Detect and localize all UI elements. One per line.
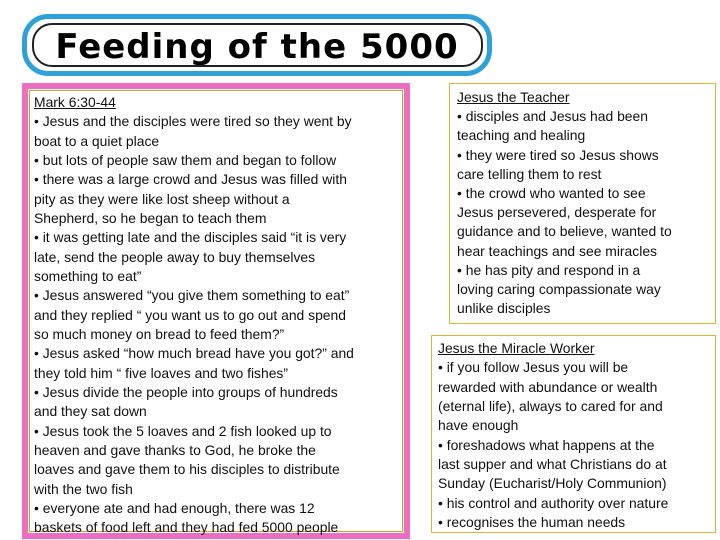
passage-line: heaven and gave thanks to God, he broke the <box>34 441 316 458</box>
passage-line: Shepherd, so he began to teach them <box>34 209 267 226</box>
passage-line: late, send the people away to buy themselves <box>34 248 316 265</box>
teacher-line: • they were tired so Jesus shows <box>457 146 659 163</box>
mark-passage-text <box>34 93 398 538</box>
teacher-line: • disciples and Jesus had been <box>457 108 648 125</box>
passage-line: • Jesus divide the people into groups of hundreds <box>34 383 338 400</box>
mark-passage-heading: Mark 6:30-44 <box>34 94 116 110</box>
teacher-line: Jesus persevered, desperate for <box>457 204 657 221</box>
teacher-line: care telling them to rest <box>457 165 602 182</box>
passage-line: pity as they were like lost sheep without a <box>34 190 290 207</box>
miracle-worker-panel <box>431 335 716 533</box>
passage-line: • Jesus took the 5 loaves and 2 fish looked up to <box>34 422 332 439</box>
passage-line: with the two fish <box>34 480 133 497</box>
passage-line: loaves and gave them to his disciples to distribute <box>34 461 340 478</box>
miracle-line: last supper and what Christians do at <box>438 455 667 472</box>
passage-line: baskets of food left and they had fed 5000 people <box>34 519 339 536</box>
title-banner <box>22 14 492 76</box>
miracle-line: Sunday (Eucharist/Holy Communion) <box>438 475 667 492</box>
passage-line: so much money on bread to feed them?” <box>34 325 285 342</box>
passage-line: • there was a large crowd and Jesus was filled with <box>34 171 347 188</box>
passage-line: boat to a quiet place <box>34 132 160 149</box>
teacher-line: unlike disciples <box>457 300 551 317</box>
teacher-line: teaching and healing <box>457 127 586 144</box>
teacher-line: • he has pity and respond in a <box>457 261 641 278</box>
passage-line: • everyone ate and had enough, there was 12 <box>34 499 315 516</box>
miracle-line: (eternal life), always to cared for and <box>438 397 663 414</box>
passage-line: • Jesus answered “you give them something to eat” <box>34 287 350 304</box>
teacher-line: • the crowd who wanted to see <box>457 185 646 202</box>
passage-line: they told him “ five loaves and two fishes” <box>34 364 289 381</box>
mark-passage-panel <box>22 83 410 539</box>
teacher-line: guidance and to believe, wanted to <box>457 223 672 240</box>
passage-line: something to eat” <box>34 267 142 284</box>
miracle-line: • his control and authority over nature <box>438 494 669 511</box>
passage-line: • Jesus and the disciples were tired so they went by <box>34 113 352 130</box>
miracle-line: • recognises the human needs <box>438 513 626 530</box>
passage-line: • it was getting late and the disciples said “it is very <box>34 229 347 246</box>
passage-line: and they sat down <box>34 403 147 420</box>
page-title: Feeding of the 5000 <box>55 27 459 67</box>
teacher-line: loving caring compassionate way <box>457 281 661 298</box>
teacher-line: hear teachings and see miracles <box>457 242 657 259</box>
miracle-line: • if you follow Jesus you will be <box>438 359 629 376</box>
teacher-heading: Jesus the Teacher <box>457 89 570 105</box>
miracle-line: have enough <box>438 417 519 434</box>
teacher-panel <box>449 83 716 324</box>
miracle-line: rewarded with abundance or wealth <box>438 378 658 395</box>
passage-line: and they replied “ you want us to go out and spend <box>34 306 346 323</box>
miracle-worker-heading: Jesus the Miracle Worker <box>438 340 595 356</box>
passage-line: • Jesus asked “how much bread have you got?” and <box>34 345 354 362</box>
passage-line: • but lots of people saw them and began to follow <box>34 151 337 168</box>
miracle-line: • foreshadows what happens at the <box>438 436 655 453</box>
